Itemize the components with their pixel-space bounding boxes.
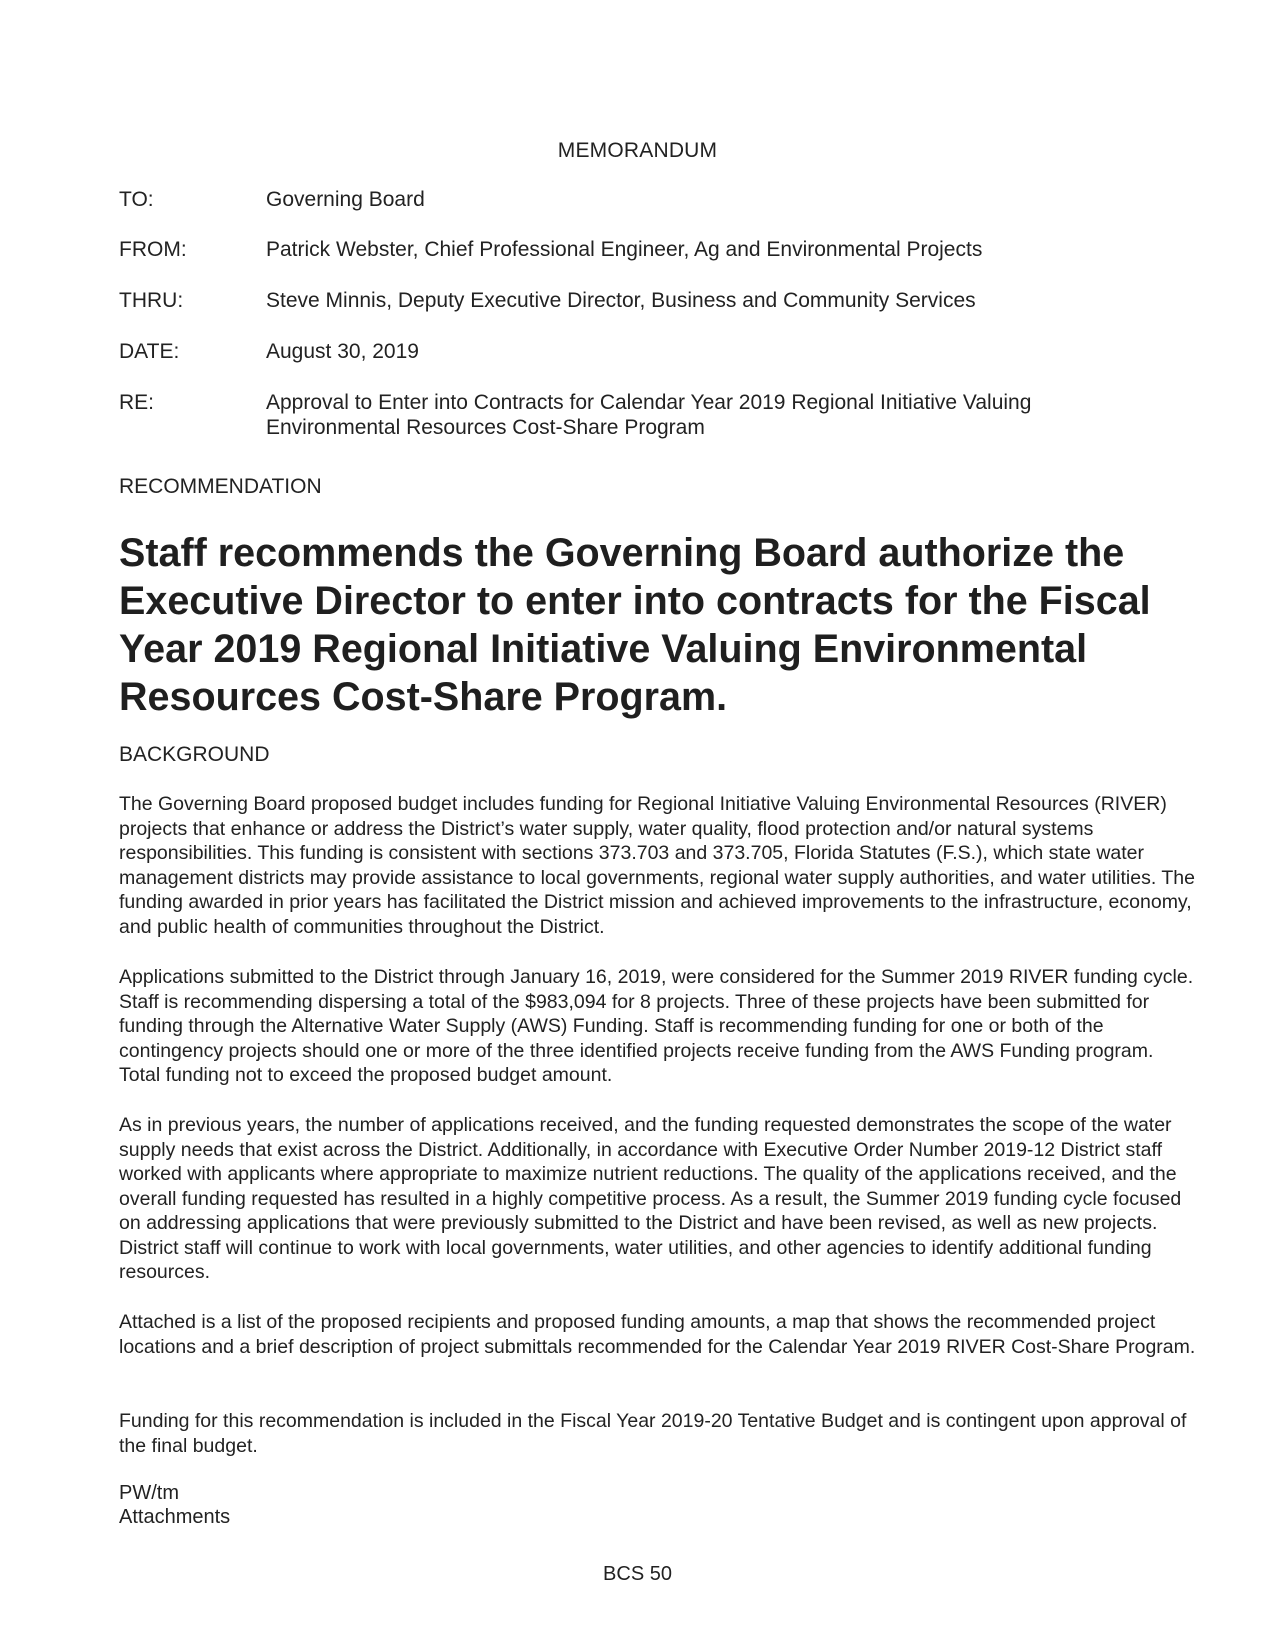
background-paragraph-3: As in previous years, the number of applications received, and the funding requested demonstrates the scope of the water supply needs that exist across the District. Additionally, in accordance with Executive Order Number 2019-12 District staff worked with applicants where appropriate to maximize nutrient reductions. The quality of the applications received, and the overall funding requested has resulted in a highly competitive process. As a result, the Summer 2019 funding cycle focused on addressing applications that were previously submitted to the District and have been revised, as well as new projects. District staff will continue to work with local governments, water utilities, and other agencies to identify additional funding resources. xyxy=(119,1114,1182,1283)
page-number: BCS 50 xyxy=(603,1563,672,1585)
header-from-label: FROM: xyxy=(119,238,187,261)
background-paragraph-5: Funding for this recommendation is included in the Fiscal Year 2019-20 Tentative Budget and is contingent upon approval of the final budget. xyxy=(119,1410,1187,1457)
header-date-label: DATE: xyxy=(119,340,180,363)
header-thru-value: Steve Minnis, Deputy Executive Director, Business and Community Services xyxy=(266,289,976,312)
header-date-value: August 30, 2019 xyxy=(266,340,419,363)
recommendation-heading: RECOMMENDATION xyxy=(119,475,322,498)
background-paragraph-2: Applications submitted to the District through January 16, 2019, were considered for the Summer 2019 RIVER funding cycle. Staff is recommending dispersing a total of the $983,094 for 8 projects. Three of these projects have been submitted for funding through the Alternative Water Supply (AWS) Funding. Staff is recommending funding for one or both of the contingency projects should one or more of the three identified projects receive funding from the AWS Funding program. Total funding not to exceed the proposed budget amount. xyxy=(119,966,1194,1086)
header-to-label: TO: xyxy=(119,188,154,211)
background-paragraph-1: The Governing Board proposed budget includes funding for Regional Initiative Valuing Environmental Resources (RIVER) projects that enhance or address the District’s water supply, water quality, flood protection and/or natural systems responsibilities. This funding is consistent with sections 373.703 and 373.705, Florida Statutes (F.S.), which state water management districts may provide assistance to local governments, regional water supply authorities, and water utilities. The funding awarded in prior years has facilitated the District mission and achieved improvements to the infrastructure, economy, and public health of communities throughout the District. xyxy=(119,793,1195,938)
header-from-value: Patrick Webster, Chief Professional Engineer, Ag and Environmental Projects xyxy=(266,238,983,261)
header-to-value: Governing Board xyxy=(266,188,425,211)
background-heading: BACKGROUND xyxy=(119,743,270,766)
header-re-value: Approval to Enter into Contracts for Calendar Year 2019 Regional Initiative Valuing Environmental Resources Cost-Share Program xyxy=(266,391,1032,439)
background-paragraph-4: Attached is a list of the proposed recipients and proposed funding amounts, a map that shows the recommended project locations and a brief description of project submittals recommended for the Calendar Year 2019 RIVER Cost-Share Program. xyxy=(119,1311,1196,1358)
attachments-line: Attachments xyxy=(119,1506,231,1528)
recommendation-text: Staff recommends the Governing Board authorize the Executive Director to enter into contracts for the Fiscal Year 2019 Regional Initiative Valuing Environmental Resources Cost-Share Program. xyxy=(119,531,1151,719)
header-thru-label: THRU: xyxy=(119,289,184,312)
author-initials: PW/tm xyxy=(119,1482,179,1504)
header-re-label: RE: xyxy=(119,391,155,414)
memo-title: MEMORANDUM xyxy=(557,139,718,162)
